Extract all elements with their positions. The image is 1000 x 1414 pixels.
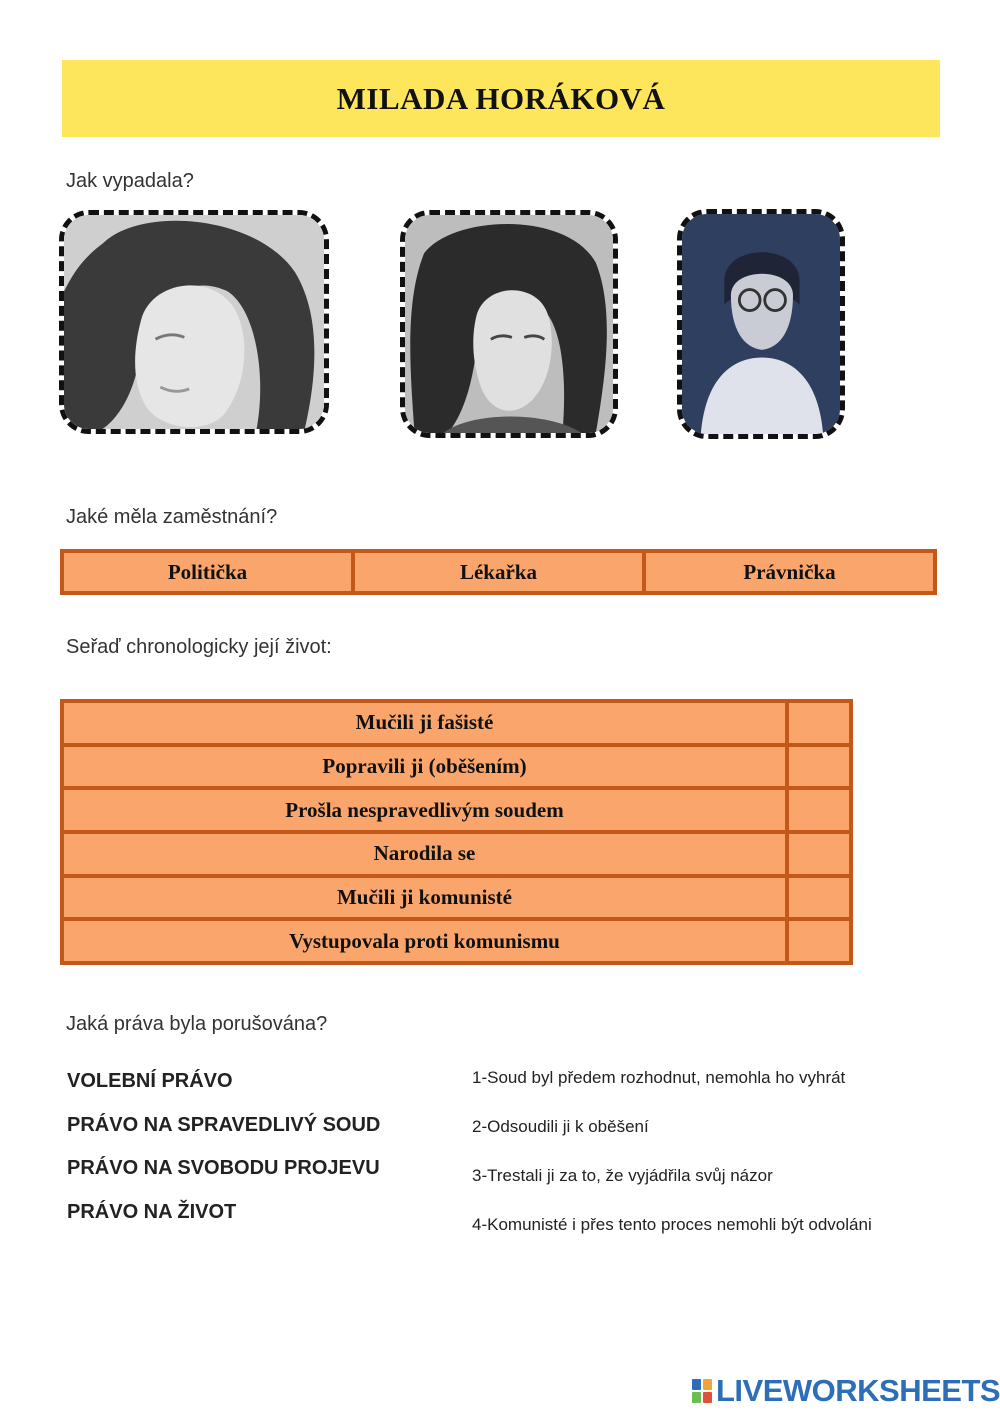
right-item[interactable]: PRÁVO NA SVOBODU PROJEVU bbox=[67, 1157, 380, 1179]
portrait-woman-glamour-icon bbox=[405, 215, 613, 433]
explanation-item[interactable]: 4-Komunisté i přes tento proces nemohli být odvoláni bbox=[472, 1215, 872, 1234]
table-row bbox=[64, 703, 849, 747]
order-input[interactable] bbox=[789, 834, 849, 874]
question-occupation: Jaké měla zaměstnání? bbox=[66, 506, 278, 528]
portrait-woman-glasses-icon bbox=[682, 214, 840, 434]
occupation-options bbox=[60, 549, 937, 595]
explanation-item[interactable]: 1-Soud byl předem rozhodnut, nemohla ho vyhrát bbox=[472, 1068, 846, 1087]
title-banner bbox=[62, 60, 940, 137]
event-label: Mučili ji fašisté bbox=[64, 703, 789, 743]
rights-list bbox=[67, 1066, 380, 1240]
explanations-list bbox=[472, 1065, 872, 1261]
event-label: Popravili ji (oběšením) bbox=[64, 747, 789, 787]
table-row bbox=[64, 878, 849, 922]
event-label: Mučili ji komunisté bbox=[64, 878, 789, 918]
order-input[interactable] bbox=[789, 790, 849, 830]
logo-blocks-icon bbox=[692, 1379, 712, 1403]
explanation-item[interactable]: 3-Trestali ji za to, že vyjádřila svůj názor bbox=[472, 1166, 773, 1185]
question-chronology: Seřaď chronologicky její život: bbox=[66, 636, 332, 658]
event-label: Prošla nespravedlivým soudem bbox=[64, 790, 789, 830]
photo-option-3[interactable] bbox=[677, 209, 845, 439]
question-appearance: Jak vypadala? bbox=[66, 170, 194, 192]
occupation-option[interactable]: Politička bbox=[64, 553, 355, 591]
chronology-table bbox=[60, 699, 853, 965]
portrait-woman-profile-icon bbox=[64, 215, 324, 429]
event-label: Vystupovala proti komunismu bbox=[64, 921, 789, 961]
occupation-option[interactable]: Lékařka bbox=[355, 553, 646, 591]
liveworksheets-logo bbox=[692, 1373, 1000, 1409]
order-input[interactable] bbox=[789, 921, 849, 961]
order-input[interactable] bbox=[789, 878, 849, 918]
explanation-item[interactable]: 2-Odsoudili ji k oběšení bbox=[472, 1117, 649, 1136]
order-input[interactable] bbox=[789, 747, 849, 787]
page-title: MILADA HORÁKOVÁ bbox=[336, 80, 666, 116]
order-input[interactable] bbox=[789, 703, 849, 743]
photo-option-2[interactable] bbox=[400, 210, 618, 438]
right-item[interactable]: PRÁVO NA SPRAVEDLIVÝ SOUD bbox=[67, 1113, 381, 1136]
logo-text: LIVEWORKSHEETS bbox=[716, 1373, 1000, 1408]
table-row bbox=[64, 921, 849, 961]
question-rights: Jaká práva byla porušována? bbox=[66, 1013, 328, 1035]
occupation-option[interactable]: Právnička bbox=[743, 559, 836, 584]
photo-option-1[interactable] bbox=[59, 210, 329, 434]
right-item[interactable]: VOLEBNÍ PRÁVO bbox=[67, 1070, 233, 1092]
table-row bbox=[64, 834, 849, 878]
table-row bbox=[64, 747, 849, 791]
event-label: Narodila se bbox=[64, 834, 789, 874]
right-item[interactable]: PRÁVO NA ŽIVOT bbox=[67, 1200, 237, 1223]
table-row bbox=[64, 790, 849, 834]
